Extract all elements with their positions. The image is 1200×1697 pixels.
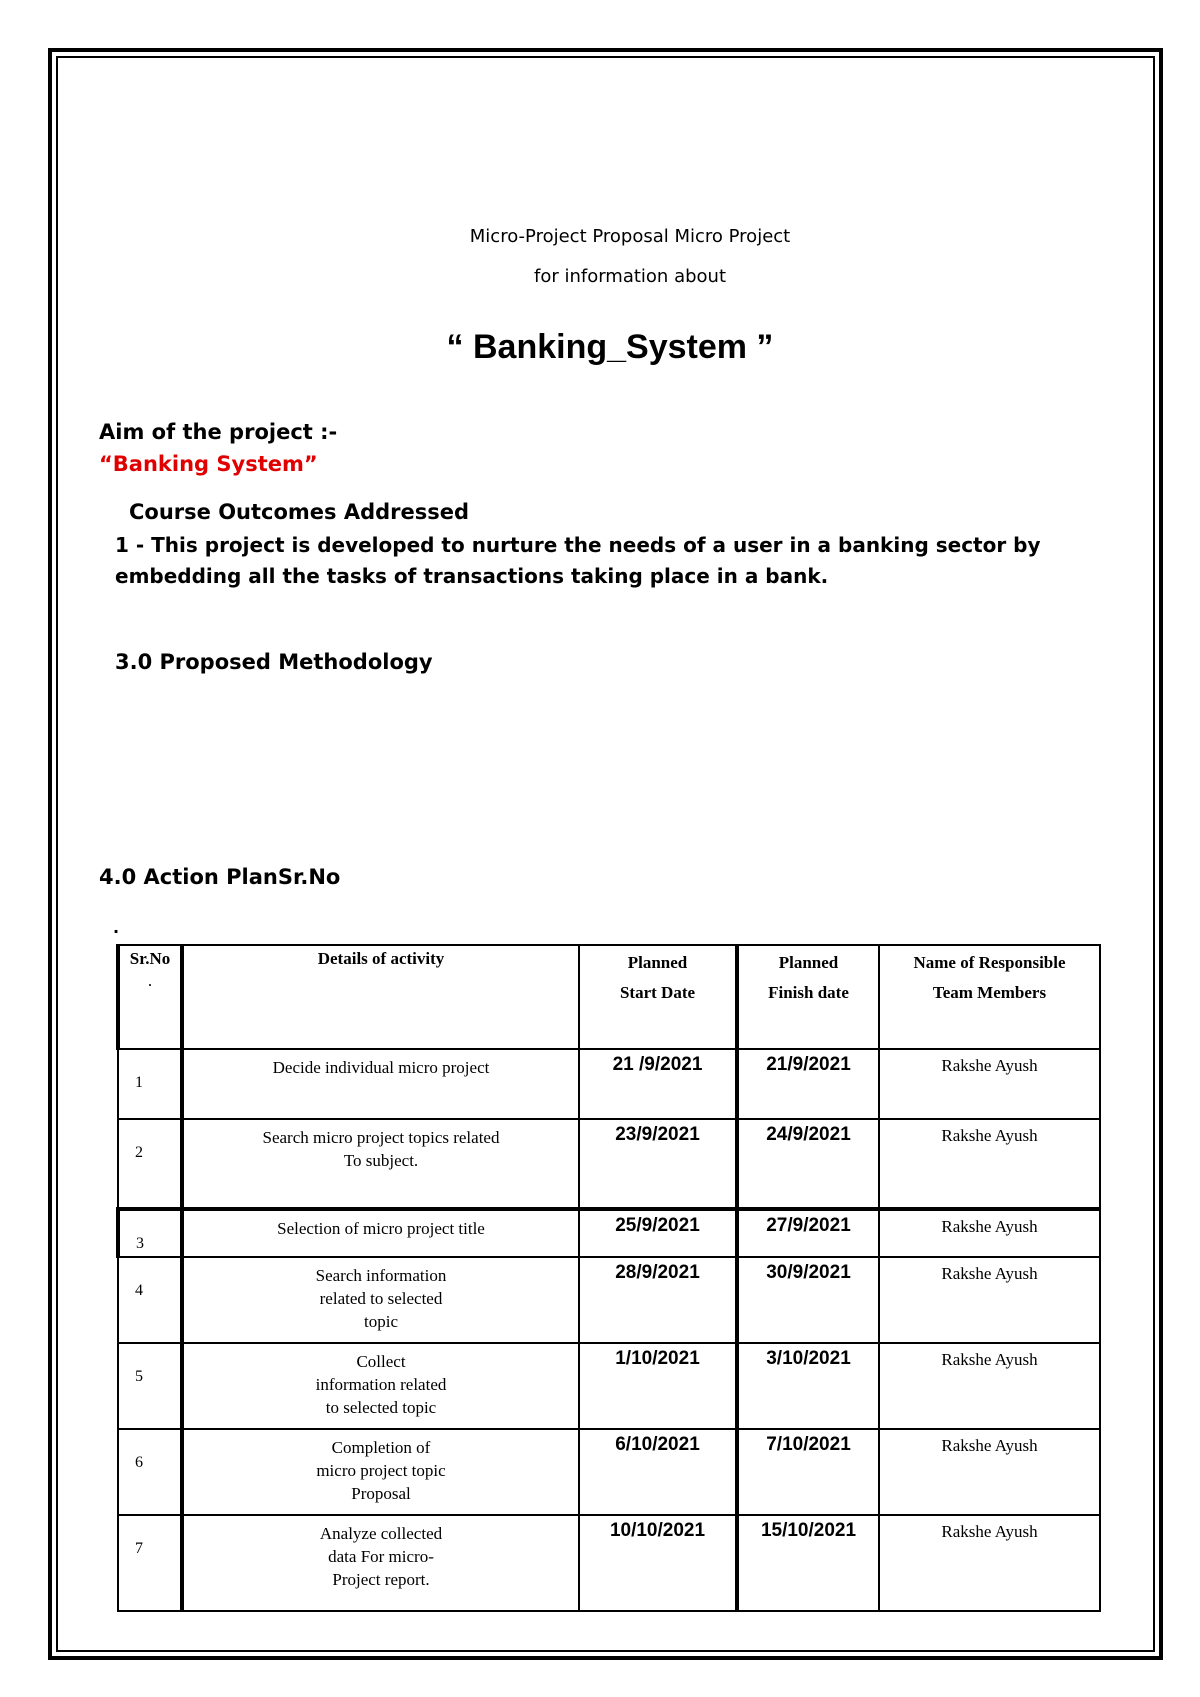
table-row <box>118 1209 1100 1257</box>
row-sr-number: 6 <box>118 1429 182 1515</box>
aim-value: “Banking System” <box>99 452 318 476</box>
row-activity: Collect information related to selected topic <box>182 1343 579 1429</box>
row-finish-date: 24/9/2021 <box>737 1119 879 1209</box>
table-row <box>118 1119 1100 1209</box>
col-header-sr-label: Sr.No <box>129 949 171 968</box>
action-plan-heading: 4.0 Action PlanSr.No <box>99 865 341 889</box>
row-start-date: 23/9/2021 <box>579 1119 737 1209</box>
course-outcomes-heading: Course Outcomes Addressed <box>129 500 470 524</box>
row-member: Rakshe Ayush <box>879 1049 1100 1119</box>
col-header-start <box>579 945 737 1049</box>
row-finish-date: 21/9/2021 <box>737 1049 879 1119</box>
table-body <box>118 1049 1100 1611</box>
row-member: Rakshe Ayush <box>879 1515 1100 1611</box>
header-line-2: for information about <box>533 266 726 287</box>
row-activity: Analyze collected data For micro- Project report. <box>182 1515 579 1611</box>
col-header-activity <box>182 945 579 1049</box>
col-header-finish-line2: Finish date <box>768 983 849 1002</box>
row-member: Rakshe Ayush <box>879 1343 1100 1429</box>
row-finish-date: 30/9/2021 <box>737 1257 879 1343</box>
row-sr-number: 5 <box>118 1343 182 1429</box>
row-sr-number: 3 <box>118 1209 182 1257</box>
row-sr-number: 1 <box>118 1049 182 1119</box>
row-activity: Decide individual micro project <box>182 1049 579 1119</box>
methodology-heading: 3.0 Proposed Methodology <box>115 650 433 674</box>
action-plan-dot: . <box>113 918 120 937</box>
row-sr-number: 2 <box>118 1119 182 1209</box>
row-activity: Search micro project topics related To subject. <box>182 1119 579 1209</box>
header-line-1: Micro-Project Proposal Micro Project <box>469 226 791 247</box>
row-start-date: 6/10/2021 <box>579 1429 737 1515</box>
row-member: Rakshe Ayush <box>879 1429 1100 1515</box>
row-sr-number: 4 <box>118 1257 182 1343</box>
row-activity: Search information related to selected topic <box>182 1257 579 1343</box>
table-row <box>118 1515 1100 1611</box>
row-start-date: 25/9/2021 <box>579 1209 737 1257</box>
row-finish-date: 7/10/2021 <box>737 1429 879 1515</box>
course-outcomes-text: 1 - This project is developed to nurture the needs of a user in a banking sector by embedding all the tasks of transactions taking place in a bank. <box>115 533 1041 588</box>
col-header-member <box>879 945 1100 1049</box>
col-header-activity-label: Details of activity <box>317 949 445 968</box>
row-start-date: 28/9/2021 <box>579 1257 737 1343</box>
col-header-member-line1: Name of Responsible <box>913 953 1066 972</box>
table-row <box>118 1429 1100 1515</box>
col-header-finish <box>737 945 879 1049</box>
table-row <box>118 1343 1100 1429</box>
table-header-row <box>118 945 1100 1049</box>
col-header-start-line2: Start Date <box>619 983 696 1002</box>
row-start-date: 1/10/2021 <box>579 1343 737 1429</box>
row-activity: Selection of micro project title <box>182 1209 579 1257</box>
row-member: Rakshe Ayush <box>879 1257 1100 1343</box>
main-title: “ Banking_System ” <box>446 328 774 366</box>
table-row <box>118 1257 1100 1343</box>
row-activity: Completion of micro project topic Proposal <box>182 1429 579 1515</box>
col-header-sr-dot: . <box>147 971 153 990</box>
row-finish-date: 15/10/2021 <box>737 1515 879 1611</box>
row-finish-date: 27/9/2021 <box>737 1209 879 1257</box>
col-header-start-line1: Planned <box>627 953 688 972</box>
action-plan-table <box>116 944 1101 1612</box>
col-header-finish-line1: Planned <box>778 953 839 972</box>
row-sr-number: 7 <box>118 1515 182 1611</box>
table-row <box>118 1049 1100 1119</box>
col-header-member-line2: Team Members <box>932 983 1047 1002</box>
col-header-sr <box>118 945 182 1049</box>
row-member: Rakshe Ayush <box>879 1119 1100 1209</box>
row-member: Rakshe Ayush <box>879 1209 1100 1257</box>
row-finish-date: 3/10/2021 <box>737 1343 879 1429</box>
aim-label: Aim of the project :- <box>99 420 338 444</box>
row-start-date: 21 /9/2021 <box>579 1049 737 1119</box>
row-start-date: 10/10/2021 <box>579 1515 737 1611</box>
